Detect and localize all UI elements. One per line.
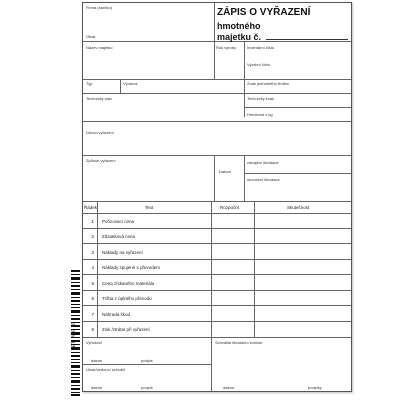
schvalil-podpis-label: podpis [141,385,153,390]
header-skutecnost: Skutečnost [287,205,310,210]
row-text: Náhrada škod [102,312,131,317]
vyrobce-label: Výrobce [123,81,138,86]
zahajeni-likvidace-label: zahájení likvidace [247,160,279,165]
row-text: Náklady na vyřazení [102,250,143,255]
duvod-vyrazeni-label: Dôvod vyřazení [86,130,114,135]
row-num: 2 [91,234,94,239]
row-num: 8 [91,327,94,332]
technicky-znak-label: Technický znak [247,96,275,101]
row-num: 1 [91,219,94,224]
schvalil-datum-label: datum [91,385,103,390]
utvar-label: Útvar [86,34,96,39]
row-text: Zůstatková cena [102,234,136,239]
firma-label: Firma (razítko) [86,5,112,10]
barcode-text: ET 470 Z [71,322,78,348]
form-number-line[interactable] [266,39,348,40]
form-title-line3: majetku č. [217,32,262,42]
row-num: 6 [91,296,94,301]
hmotnost-label: Hmotnost v kg [247,112,273,117]
datum-label: Datum [219,169,231,174]
ukonceni-likvidace-label: ukončení likvidace [247,177,280,182]
form-sheet [82,2,352,392]
vyhotovil-podpis-label: podpis [141,358,153,363]
row-num: 4 [91,265,94,270]
row-text: Tržba z úplného převodu [102,296,152,301]
row-num: 5 [91,281,94,286]
komise-datum-label: datum [223,385,235,390]
vyhotovil-datum-label: datum [91,358,103,363]
znak-label: Znak jednotného třídění [247,81,290,86]
vyrobni-cislo-label: Výrobní číslo [247,62,271,67]
row-text: Zisk /ztráta/ při vyřazení [102,327,150,332]
row-num: 7 [91,312,94,317]
inventarni-cislo-label: Inventární číslo [247,45,275,50]
row-text: Pořizovací cena [102,219,135,224]
vyhotovil-label: Vyhotovil [86,340,103,345]
header-text: Text [145,205,154,210]
nazev-majetku-label: Název majetku [86,45,113,50]
row-text: Cena získaného materiálu [102,281,155,286]
form-title: ZÁPIS O VYŘAZENÍ [217,7,311,18]
typ-label: Typ [86,81,93,86]
row-text: Náklady spojené s převodem [102,265,161,270]
row-num: 3 [91,250,94,255]
komise-podpisy-label: podpisy [308,385,322,390]
likvidacni-komise-label: Schválila likvidační komise [215,340,263,345]
utvar-schvalil-label: Útvar/vedoucí schválil [86,367,125,372]
header-radek: Řádek [84,205,98,210]
header-rozpocet: Rozpočet [220,205,240,210]
rok-vyroby-label: Rok výroby [216,45,237,50]
zpusob-vyrazeni-label: Způsob vyřazení [86,158,116,163]
form-title-line2: hmotného [217,21,261,31]
technicky-stav-label: Technický stav [86,96,113,101]
